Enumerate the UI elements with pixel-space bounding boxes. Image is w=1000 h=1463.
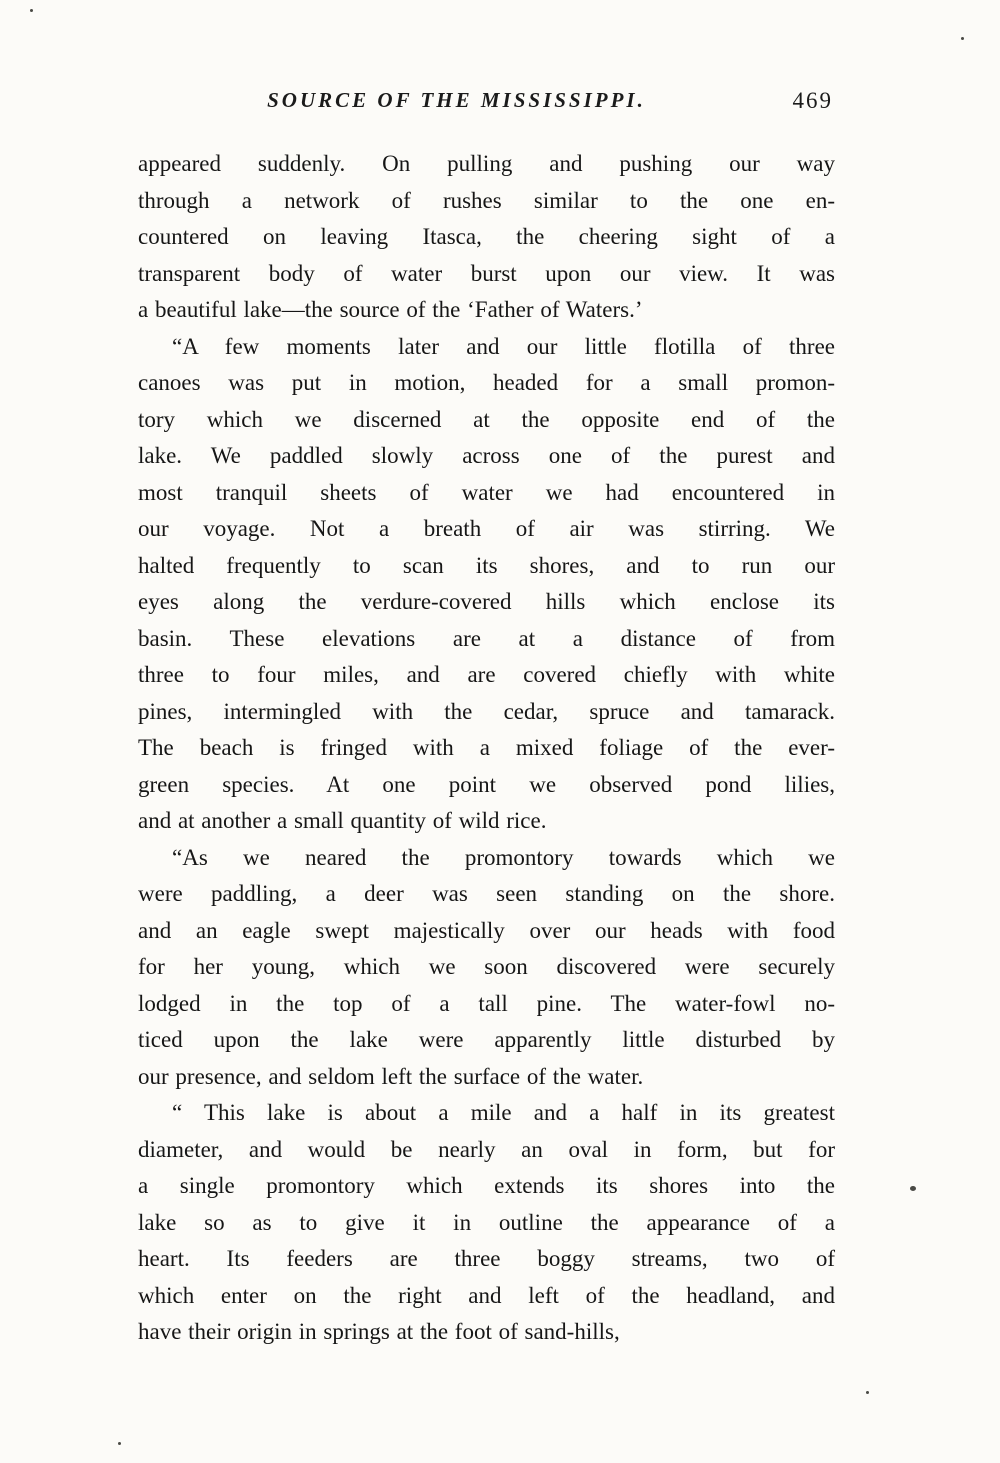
scan-speck	[866, 1391, 869, 1394]
text-line: and at another a small quantity of wild rice.	[138, 808, 547, 833]
text-line: have their origin in springs at the foot of sand-hills,	[138, 1319, 620, 1344]
text-line: “A few moments later and our little flotilla of three	[172, 333, 835, 359]
scan-speck	[30, 9, 33, 12]
text-line: diameter, and would be nearly an oval in form, but for	[138, 1136, 835, 1162]
text-line: three to four miles, and are covered chiefly with white	[138, 662, 835, 687]
text-line: for her young, which we soon discovered were securely	[138, 954, 835, 979]
text-line: “As we neared the promontory towards which we	[172, 844, 835, 870]
text-line: heart. Its feeders are three boggy streams, two of	[138, 1246, 835, 1271]
text-line: lake so as to give it in outline the appearance of a	[138, 1209, 835, 1235]
page-header	[138, 88, 835, 122]
page-body	[138, 146, 835, 1351]
text-line: eyes along the verdure-covered hills which enclose its	[138, 589, 835, 614]
paragraph	[138, 329, 835, 840]
text-line: our voyage. Not a breath of air was stirring. We	[138, 516, 835, 541]
scan-speck	[910, 1186, 916, 1191]
text-line: green species. At one point we observed pond lilies,	[138, 771, 835, 797]
text-line: a single promontory which extends its shores into the	[138, 1173, 835, 1198]
text-line: our presence, and seldom left the surface of the water.	[138, 1063, 644, 1089]
text-line: and an eagle swept majestically over our heads with food	[138, 917, 835, 943]
text-line: basin. These elevations are at a distance of from	[138, 625, 835, 651]
text-line: countered on leaving Itasca, the cheering sight of a	[138, 224, 835, 249]
paragraph	[138, 1095, 835, 1351]
text-line: canoes was put in motion, headed for a small promon-	[138, 370, 835, 395]
text-line: The beach is fringed with a mixed foliage of the ever-	[138, 735, 835, 760]
text-line: ticed upon the lake were apparently little disturbed by	[138, 1027, 835, 1052]
text-line: a beautiful lake—the source of the ‘Father of Waters.’	[138, 297, 643, 322]
text-line: lake. We paddled slowly across one of the purest and	[138, 443, 835, 468]
text-line: tory which we discerned at the opposite end of the	[138, 406, 835, 432]
text-line: transparent body of water burst upon our view. It was	[138, 260, 835, 286]
scan-speck	[961, 37, 964, 40]
text-line: halted frequently to scan its shores, and to run our	[138, 552, 835, 578]
paragraph	[138, 840, 835, 1096]
scan-speck	[118, 1442, 121, 1445]
text-line: lodged in the top of a tall pine. The water-fowl no-	[138, 990, 835, 1016]
text-line: most tranquil sheets of water we had encountered in	[138, 479, 835, 505]
paragraph	[138, 146, 835, 329]
running-title: SOURCE OF THE MISSISSIPPI.	[267, 88, 646, 112]
text-line: which enter on the right and left of the headland, and	[138, 1282, 835, 1308]
text-line: appeared suddenly. On pulling and pushing our way	[138, 151, 835, 176]
page-number: 469	[792, 88, 833, 113]
text-line: were paddling, a deer was seen standing on the shore.	[138, 881, 835, 906]
text-line: pines, intermingled with the cedar, spruce and tamarack.	[138, 698, 835, 724]
text-line: through a network of rushes similar to the one en-	[138, 187, 835, 213]
text-line: “ This lake is about a mile and a half in its greatest	[172, 1100, 835, 1125]
